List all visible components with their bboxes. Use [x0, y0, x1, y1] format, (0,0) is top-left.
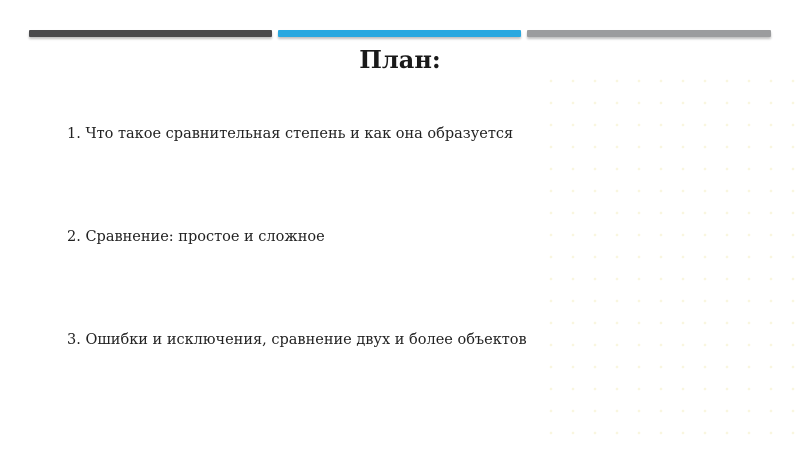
header-bar-gray — [527, 30, 771, 37]
dot-pattern-decoration — [540, 70, 800, 449]
plan-item-2: 2. Сравнение: простое и сложное — [67, 229, 325, 245]
slide-title: План: — [359, 45, 441, 74]
header-bar-dark — [29, 30, 272, 37]
plan-item-1: 1. Что такое сравнительная степень и как она образуется — [67, 126, 514, 142]
header-bar-blue — [278, 30, 521, 37]
plan-item-3: 3. Ошибки и исключения, сравнение двух и более объектов — [67, 332, 527, 348]
